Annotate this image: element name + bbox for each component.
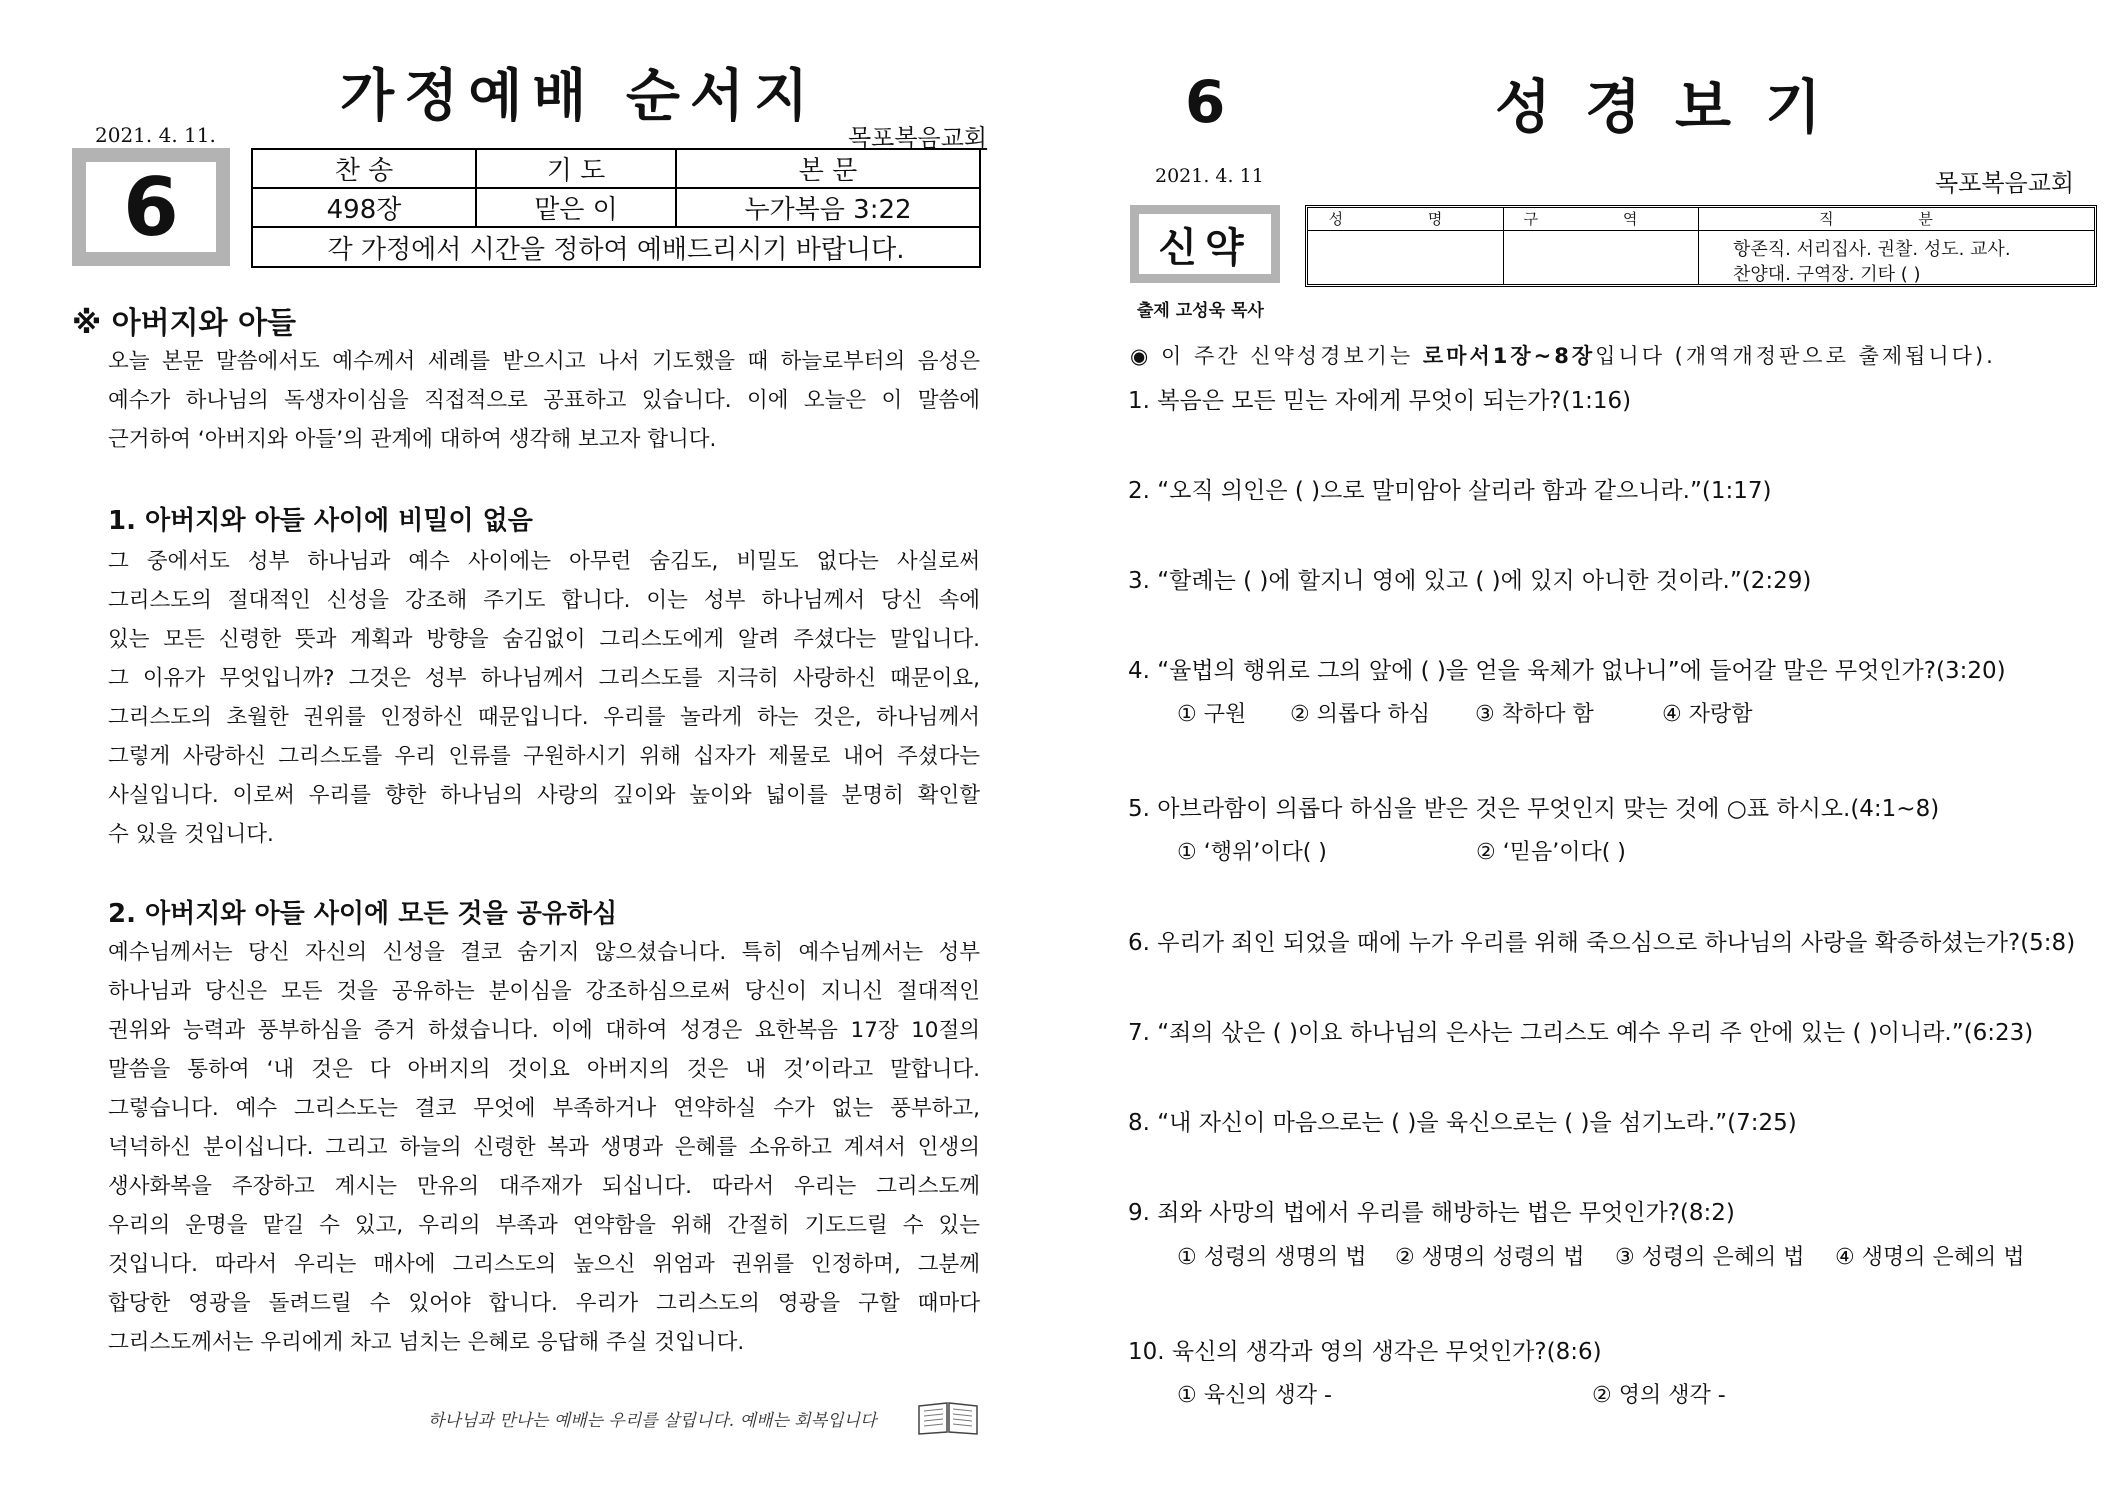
question-1: 1. 복음은 모든 믿는 자에게 무엇이 되는가?(1:16): [1128, 388, 1632, 414]
order-scripture: 누가복음 3:22: [676, 188, 980, 227]
church-name: 목포복음교회: [848, 124, 988, 152]
date-right: 2021. 4. 11: [1155, 165, 1264, 187]
text-line: 있는 모든 신령한 뜻과 계획과 방향을 숨김없이 그리스도에게 알려 주셨다는 말입니다.: [108, 627, 980, 652]
order-prayer: 맡은 이: [476, 188, 676, 227]
week-number-box: [72, 148, 230, 266]
q10-option-1: ① 육신의 생각 -: [1177, 1383, 1332, 1408]
reading-range: 로마서1장~8장: [1422, 344, 1596, 368]
text-line: 말씀을 통하여 ‘내 것은 다 아버지의 것이요 아버지의 것은 내 것’이라고 말합니다.: [108, 1057, 980, 1082]
duty-options-line1: 항존직. 서리집사. 권찰. 성도. 교사.: [1733, 239, 2011, 260]
q4-option-1: ① 구원: [1177, 702, 1247, 727]
point2-paragraph: [108, 933, 980, 1362]
district-column: [1503, 208, 1699, 284]
reading-range-notice: [1130, 340, 1996, 370]
church-name-right: 목포복음교회: [1935, 169, 2075, 197]
week-number: 6: [86, 162, 216, 252]
worship-order-table: [251, 148, 981, 268]
q9-option-4: ④ 생명의 은혜의 법: [1835, 1245, 2025, 1270]
text-line: 근거하여 ‘아버지와 아들’의 관계에 대하여 생각해 보고자 합니다.: [108, 427, 717, 452]
question-3: 3. “할례는 ( )에 할지니 영에 있고 ( )에 있지 아니한 것이라.”(2:29): [1128, 568, 1812, 594]
text-line: 것입니다. 따라서 우리는 매사에 그리스도의 높으신 위엄과 권위를 인정하며, 그분께: [108, 1252, 980, 1277]
text-line: 넉넉하신 분이십니다. 그리고 하늘의 신령한 복과 생명과 은혜를 소유하고 계셔서 인생의: [108, 1135, 980, 1160]
order-header-row: [252, 149, 980, 188]
q4-option-2: ② 의롭다 하심: [1290, 702, 1430, 727]
text-line: 권위와 능력과 풍부하심을 증거 하셨습니다. 이에 대하여 성경은 요한복음 17장 10절의: [108, 1018, 980, 1043]
order-notice: 각 가정에서 시간을 정하여 예배드리시기 바랍니다.: [252, 227, 980, 267]
text-line: 그 중에서도 성부 하나님과 예수 사이에는 아무런 숨김도, 비밀도 없다는 사실로써: [108, 549, 980, 574]
q4-option-3: ③ 착하다 함: [1475, 702, 1594, 727]
question-5: 5. 아브라함이 의롭다 하심을 받은 것은 무엇인지 맞는 것에 ○표 하시오.(4:1~8): [1128, 796, 1940, 822]
text-line: 오늘 본문 말씀에서도 예수께서 세례를 받으시고 나서 기도했을 때 하늘로부터의 음성은: [108, 349, 980, 374]
page-title: 가정예배 순서지: [340, 64, 819, 129]
notice-suffix: 입니다 (개역개정판으로 출제됩니다).: [1595, 344, 1996, 368]
question-10: 10. 육신의 생각과 영의 생각은 무엇인가?(8:6): [1128, 1339, 1602, 1365]
q9-option-2: ② 생명의 성령의 법: [1395, 1245, 1585, 1270]
text-line: 그 이유가 무엇입니까? 그것은 성부 하나님께서 그리스도를 지극히 사랑하신 때문이요,: [108, 666, 980, 691]
week-number-right: 6: [1185, 68, 1226, 136]
point1-title: 1. 아버지와 아들 사이에 비밀이 없음: [108, 506, 533, 536]
order-value-row: [252, 188, 980, 227]
text-line: 그리스도께서는 우리에게 차고 넘치는 은혜로 응답해 주실 것입니다.: [108, 1330, 745, 1355]
question-9: 9. 죄와 사망의 법에서 우리를 해방하는 법은 무엇인가?(8:2): [1128, 1200, 1735, 1226]
date: 2021. 4. 11.: [95, 123, 216, 147]
text-line: 그렇게 사랑하신 그리스도를 우리 인류를 구원하시기 위해 십자가 제물로 내어 주셨다는: [108, 744, 980, 769]
question-4: 4. “율법의 행위로 그의 앞에 ( )을 얻을 육체가 없나니”에 들어갈 말은 무엇인가?(3:20): [1128, 658, 2006, 684]
order-header-hymn: 찬 송: [252, 149, 476, 188]
q4-option-4: ④ 자랑함: [1662, 702, 1753, 727]
name-column: [1308, 208, 1504, 284]
duty-header: 직 분: [1698, 208, 2094, 231]
question-8: 8. “내 자신이 마음으로는 ( )을 육신으로는 ( )을 섬기노라.”(7:25): [1128, 1110, 1797, 1136]
text-line: 그렇습니다. 예수 그리스도는 결코 무엇에 부족하거나 연약하실 수가 없는 풍부하고,: [108, 1096, 980, 1121]
duty-options-line2: 찬양대. 구역장. 기타 ( ): [1733, 264, 1921, 285]
text-line: 예수님께서는 당신 자신의 신성을 결코 숨기지 않으셨습니다. 특히 예수님께서는 성부: [108, 940, 980, 965]
q5-option-1: ① ‘행위’이다( ): [1177, 840, 1327, 865]
text-line: 수 있을 것입니다.: [108, 822, 274, 847]
point2-title: 2. 아버지와 아들 사이에 모든 것을 공유하심: [108, 899, 618, 929]
question-7: 7. “죄의 삯은 ( )이요 하나님의 은사는 그리스도 예수 우리 주 안에 있는 ( )이니라.”(6:23): [1128, 1020, 2034, 1046]
text-line: 예수가 하나님의 독생자이심을 직접적으로 공표하고 있습니다. 이에 오늘은 이 말씀에: [108, 388, 980, 413]
point1-paragraph: [108, 542, 980, 854]
question-2: 2. “오직 의인은 ( )으로 말미암아 살리라 함과 같으니라.”(1:17): [1128, 478, 1772, 504]
open-book-icon: [917, 1400, 979, 1436]
order-hymn: 498장: [252, 188, 476, 227]
q9-option-1: ① 성령의 생명의 법: [1177, 1245, 1367, 1270]
notice-prefix: ◉ 이 주간 신약성경보기는: [1130, 344, 1423, 368]
text-line: 합당한 영광을 돌려드릴 수 있어야 합니다. 우리가 그리스도의 영광을 구할 때마다: [108, 1291, 980, 1316]
text-line: 우리의 운명을 맡길 수 있고, 우리의 부족과 연약함을 위해 간절히 기도드릴 수 있는: [108, 1213, 980, 1238]
q5-option-2: ② ‘믿음’이다( ): [1476, 840, 1626, 865]
text-line: 하나님과 당신은 모든 것을 공유하는 분이심을 강조하심으로써 당신이 지니신 절대적인: [108, 979, 980, 1004]
footer-motto: 하나님과 만나는 예배는 우리를 살립니다. 예배는 회복입니다: [428, 1411, 877, 1431]
new-testament-badge: [1130, 205, 1280, 283]
text-line: 그리스도의 절대적인 신성을 강조해 주기도 합니다. 이는 성부 하나님께서 당신 속에: [108, 588, 980, 613]
text-line: 그리스도의 초월한 권위를 인정하신 때문입니다. 우리를 놀라게 하는 것은, 하나님께서: [108, 705, 980, 730]
question-author: 출제 고성욱 목사: [1137, 301, 1264, 321]
q10-option-2: ② 영의 생각 -: [1592, 1383, 1726, 1408]
district-header: 구 역: [1503, 208, 1698, 231]
intro-paragraph: [108, 342, 980, 459]
bible-reading-title: 성경보기: [1495, 73, 1856, 141]
order-header-prayer: 기 도: [476, 149, 676, 188]
participant-info-box: [1305, 205, 2097, 287]
question-6: 6. 우리가 죄인 되었을 때에 누가 우리를 위해 죽으심으로 하나님의 사랑을 확증하셨는가?(5:8): [1128, 930, 2076, 956]
order-notice-row: [252, 227, 980, 267]
text-line: 생사화복을 주장하고 계시는 만유의 대주재가 되십니다. 따라서 우리는 그리스도께: [108, 1174, 980, 1199]
order-header-scripture: 본 문: [676, 149, 980, 188]
text-line: 사실입니다. 이로써 우리를 향한 하나님의 사랑의 깊이와 높이와 넓이를 분명히 확인할: [108, 783, 980, 808]
q9-option-3: ③ 성령의 은혜의 법: [1615, 1245, 1805, 1270]
new-testament-label: 신약: [1139, 214, 1271, 274]
section-title: ※ 아버지와 아들: [72, 306, 296, 341]
name-header: 성 명: [1308, 208, 1503, 231]
